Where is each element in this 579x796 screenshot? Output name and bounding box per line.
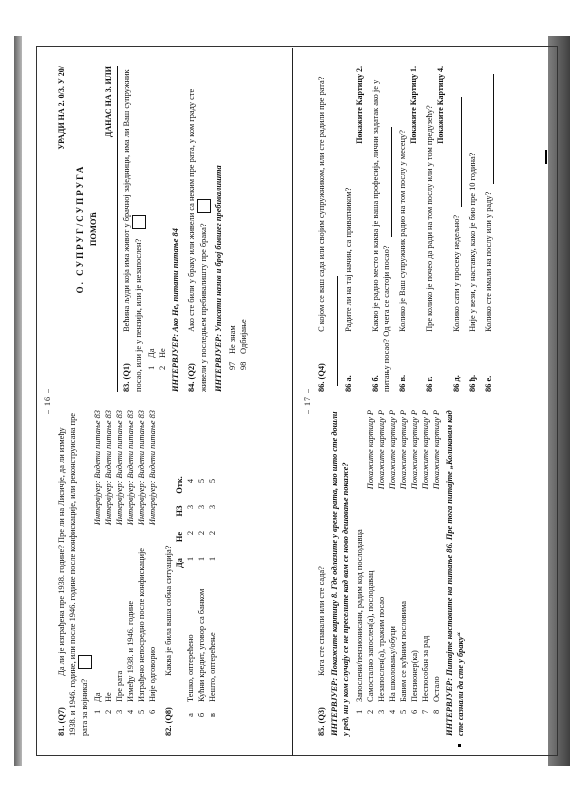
- question-number: 86 г.: [425, 376, 434, 392]
- option[interactable]: 97 Не знам: [228, 325, 237, 370]
- question-86: [316, 66, 338, 392]
- option[interactable]: 2 Не: [158, 348, 167, 370]
- answer-box[interactable]: [197, 199, 211, 213]
- right-note: Покажите Картицу 1.: [409, 66, 418, 144]
- option[interactable]: 98 Одбијање: [239, 319, 248, 370]
- option[interactable]: 8 Остало Покажите картицу Р: [432, 410, 441, 714]
- divider: [117, 66, 118, 392]
- option[interactable]: 3 Пре рата Интервјуер: Видети питање 83: [115, 410, 124, 714]
- question-number: 86 е.: [484, 375, 493, 392]
- answer-line[interactable]: [382, 127, 392, 237]
- answer-box[interactable]: [78, 655, 92, 669]
- right-note: Покажите Картицу 4.: [436, 66, 445, 144]
- left-column: [316, 410, 499, 736]
- option[interactable]: 6 Пензионер(ка) Покажите картицу Р: [410, 410, 419, 714]
- grid-row[interactable]: а Тешко, оптерећено 1 2 3 4: [186, 478, 195, 717]
- question-82: [163, 410, 218, 736]
- option[interactable]: 5 Изграђено непосредно после конфискације Интервјуер: Видети питање 83: [137, 410, 146, 714]
- question-86g: [483, 66, 494, 392]
- question-number: 81. (Q7): [57, 707, 66, 736]
- answer-line[interactable]: [452, 97, 462, 207]
- question-text: Радите ли на тај начин, са приватником?: [344, 187, 353, 332]
- left-column: [56, 410, 254, 736]
- grid-header: Да Не НЗ Отк.: [175, 476, 184, 568]
- question-83: [121, 66, 181, 392]
- question-number: 86 а.: [344, 375, 353, 392]
- question-text: Ако сте били у браку или живели са неким пре рата, у ком граду сте живели у последњем пребивалишту пре бракa?: [187, 88, 208, 392]
- question-number: 84. (Q2): [187, 363, 196, 392]
- scan-top-edge: [14, 36, 22, 766]
- question-85: [316, 410, 466, 736]
- right-column: [56, 66, 254, 392]
- page-17: [302, 66, 542, 736]
- question-86c: [397, 66, 419, 392]
- question-text: Већина људи која има живот у брачној заједници, има ли Ваш супружник посао, или је у пензији, или је незапослен?: [122, 69, 143, 392]
- question-86d: [424, 66, 446, 392]
- question-84: [186, 66, 249, 392]
- question-86f: [467, 66, 478, 392]
- answer-line[interactable]: [328, 276, 338, 386]
- question-number: 85. (Q3): [317, 707, 326, 736]
- right-note: УРАДИ НА 2. 0/3. У 20/: [57, 66, 66, 150]
- section-title: О. СУПРУГ/СУПРУГА: [75, 164, 85, 294]
- question-text: Пре колико је почео да ради на том послу или у том предузећу?: [425, 105, 434, 332]
- question-number: 86 ђ.: [468, 374, 477, 392]
- answer-line[interactable]: [484, 74, 494, 184]
- option[interactable]: 2 Самостално запослен(а), послодавац Покажите картицу Р: [366, 410, 375, 714]
- question-text: Колико је Ваш супружник радио на том послу у месецу?: [398, 130, 407, 332]
- question-number: 86 д.: [452, 375, 461, 392]
- question-text: Каква је била ваша собна ситуација?: [164, 545, 173, 676]
- question-text: Какво је радно место и каква је ваша професија, лични задатак ако је у питању посао? Од чега се састоји посао?: [371, 79, 391, 392]
- option[interactable]: 3 Незапослен(а), тражим посао Покажите картицу Р: [377, 410, 386, 714]
- option[interactable]: 5 Бавим се кућним пословима Покажите картицу Р: [399, 410, 408, 714]
- question-text: Колико сати у просеку недељно?: [452, 214, 461, 332]
- option[interactable]: 1 Да: [147, 348, 156, 370]
- grid-row[interactable]: б Кућни кредит, уговор са банком 1 2 3 5: [197, 478, 206, 718]
- question-text: Колико сте имали на послу или у раду?: [484, 191, 493, 332]
- question-86b: [370, 66, 392, 392]
- interviewer-instruction: ИНТЕРВЈУЕР: Ако Не, питати питање 84: [171, 228, 180, 392]
- section-subtitle: ПОМОЋ: [89, 211, 98, 247]
- option[interactable]: 4 На школовању/обуци Покажите картицу Р: [388, 410, 397, 714]
- option[interactable]: 4 Између 1938. и 1946. године Интервјуер: Видети питање 83: [126, 410, 135, 714]
- question-86e: [451, 66, 462, 392]
- page-16: [42, 66, 282, 736]
- question-number: 82. (Q8): [164, 707, 173, 736]
- answer-box[interactable]: [132, 215, 146, 229]
- option[interactable]: 2 Не Интервјуер: Видети питање 83: [104, 410, 113, 714]
- page-number: – 16 –: [43, 388, 52, 414]
- section-right-note: ДАНАС НА 3. ИЛИ: [104, 66, 113, 138]
- question-text: Да ли је изграђена пре 1938. године? Пре ли на Лисичје, да ли између 1938. и 1946. године, или после 1946. године после конфискације, или реконструисана пре рата за војника?: [57, 413, 89, 736]
- interviewer-instruction: ИНТЕРВЈУЕР: Уписати назив и број бившег пребивалишта: [214, 165, 223, 392]
- right-column: [316, 66, 499, 392]
- question-number: 86. (Q4): [317, 363, 326, 392]
- scan-speck: [545, 150, 547, 164]
- page-number: – 17 –: [303, 388, 312, 414]
- question-text: С којом се ваш сада или својим супружником, или сте радили пре рата?: [317, 76, 326, 332]
- scan-speck: [458, 744, 461, 747]
- right-note: Покажите Картицу 2.: [355, 66, 364, 144]
- interviewer-instruction: ИНТЕРВЈУЕР: Покажите картицу 8. Где одлазите у време рата, као што сте дошли у ред, ни у ком случају се не преселите кад вам се ново дешавање покаже?: [330, 411, 350, 736]
- question-86a: [343, 66, 365, 392]
- question-text: Није у вези, у наставку, како је био пре 10 година?: [468, 152, 477, 332]
- option[interactable]: 6 Није одговорио Интервјуер: Видети питање 83: [148, 410, 157, 714]
- grid-row[interactable]: в Нешто, оптерећење 1 2 3 5: [208, 478, 217, 717]
- question-number: 86 в.: [398, 374, 407, 392]
- page-spine: [292, 48, 293, 756]
- question-number: 86 б.: [371, 375, 380, 392]
- option[interactable]: 1 Запослени/пензионисани, радим код послодавца: [355, 529, 364, 714]
- option[interactable]: 1 Да Интервјуер: Видети питање 83: [93, 410, 102, 714]
- question-81: [56, 410, 158, 736]
- question-text: Кога сте спавали или сте сада?: [317, 566, 326, 676]
- question-number: 83. (Q1): [122, 363, 131, 392]
- interviewer-instruction: ИНТЕРВЈУЕР: Питајте наставите на питање 86. Пре тога питајте „Коликавам кад сте сазнали да сте у браку“: [445, 410, 465, 736]
- option[interactable]: 7 Неспособан за рад Покажите картицу Р: [421, 410, 430, 714]
